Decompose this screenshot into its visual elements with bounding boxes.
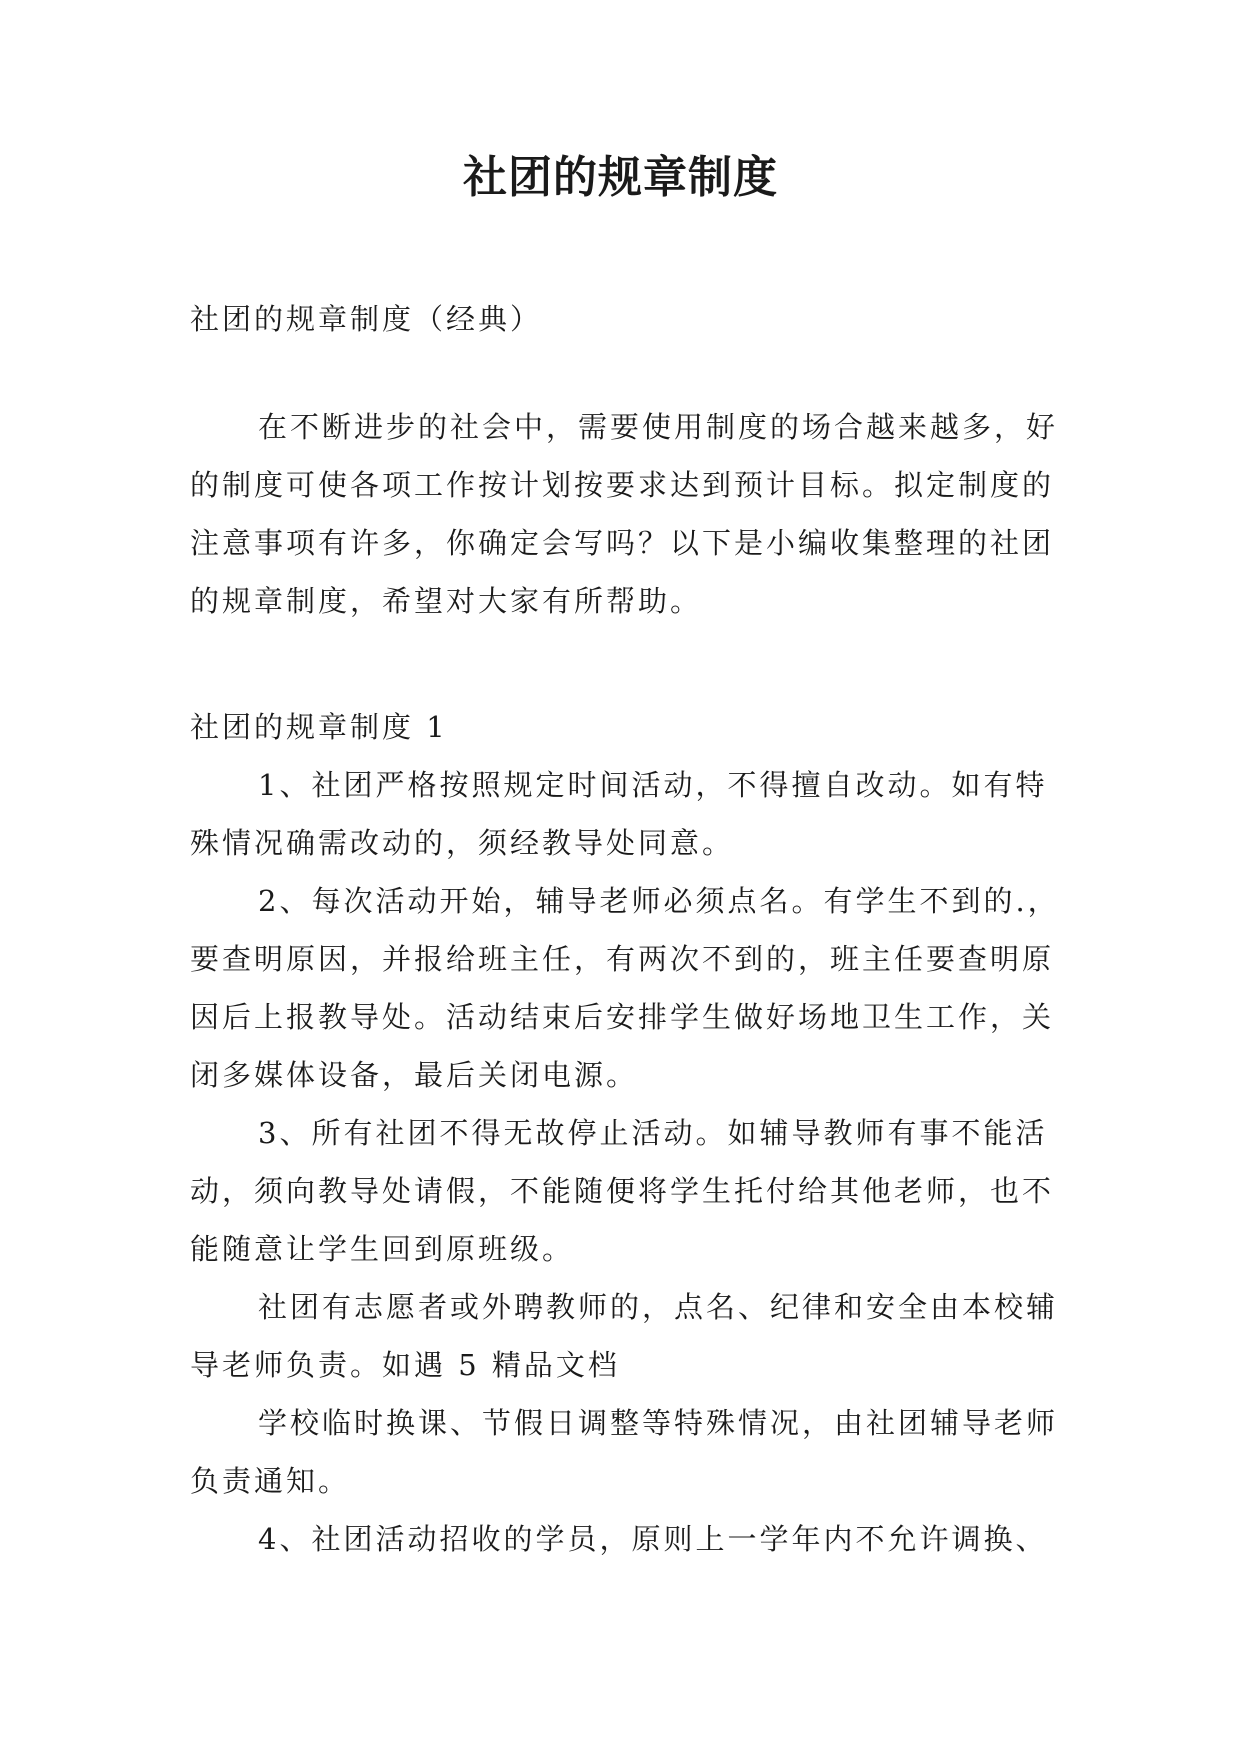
rule-paragraph-1: 1、社团严格按照规定时间活动，不得擅自改动。如有特殊情况确需改动的，须经教导处同意。	[190, 768, 1048, 860]
rule-paragraph-6: 4、社团活动招收的学员，原则上一学年内不允许调换、	[258, 1522, 1048, 1556]
section-heading: 社团的规章制度 1	[190, 710, 448, 744]
rule-paragraph-5: 学校临时换课、节假日调整等特殊情况，由社团辅导老师负责通知。	[190, 1406, 1059, 1498]
rule-paragraph-3: 3、所有社团不得无故停止活动。如辅导教师有事不能活动，须向教导处请假，不能随便将学生托付给其他老师，也不能随意让学生回到原班级。	[190, 1116, 1055, 1266]
document-title: 社团的规章制度	[463, 152, 778, 203]
rule-paragraph-2: 2、每次活动开始，辅导老师必须点名。有学生不到的.，要查明原因，并报给班主任，有两次不到的，班主任要查明原因后上报教导处。活动结束后安排学生做好场地卫生工作，关闭多媒体设备，最后关闭电源。	[190, 884, 1060, 1092]
intro-paragraph: 在不断进步的社会中，需要使用制度的场合越来越多，好的制度可使各项工作按计划按要求达到预计目标。拟定制度的注意事项有许多，你确定会写吗？以下是小编收集整理的社团的规章制度，希望对大家有所帮助。	[190, 410, 1059, 618]
rules-body	[190, 756, 1070, 1568]
rule-paragraph-4: 社团有志愿者或外聘教师的，点名、纪律和安全由本校辅导老师负责。如遇 5 精品文档	[190, 1290, 1059, 1382]
document-subtitle: 社团的规章制度（经典）	[190, 302, 543, 336]
